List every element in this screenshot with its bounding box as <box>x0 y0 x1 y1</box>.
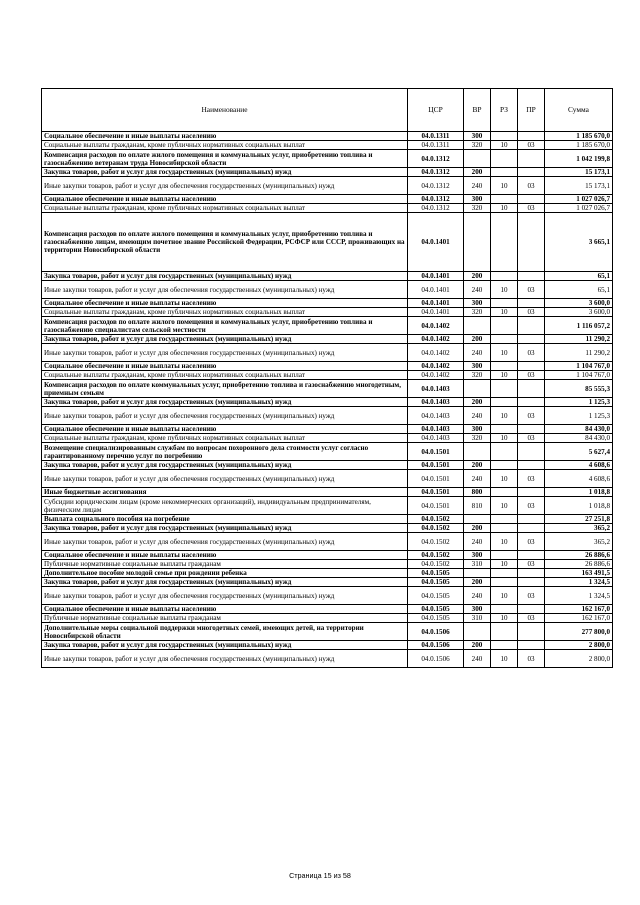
table-row <box>42 470 613 488</box>
row-sum-cell: 1 324,5 <box>545 587 613 605</box>
row-name-cell: Иные закупки товаров, работ и услуг для обеспечения государственных (муниципальных) нужд <box>42 344 408 362</box>
table-row <box>42 407 613 425</box>
table-row <box>42 461 613 470</box>
row-vr-cell: 200 <box>464 641 491 650</box>
row-csr-cell: 04.0.1402 <box>408 371 464 380</box>
row-name-cell: Компенсация расходов по оплате жилого помещения и коммунальных услуг, приобретению топлива и газоснабжению ветеранам труда Новосибирской области <box>42 150 408 168</box>
row-csr-cell: 04.0.1402 <box>408 344 464 362</box>
row-csr-cell: 04.0.1311 <box>408 132 464 141</box>
row-vr-cell: 240 <box>464 533 491 551</box>
row-csr-cell: 04.0.1402 <box>408 335 464 344</box>
row-sum-cell: 4 608,6 <box>545 470 613 488</box>
row-vr-cell: 320 <box>464 204 491 213</box>
row-name-cell: Социальное обеспечение и иные выплаты населению <box>42 299 408 308</box>
table-row <box>42 317 613 335</box>
row-name-cell: Иные бюджетные ассигнования <box>42 488 408 497</box>
row-vr-cell: 240 <box>464 587 491 605</box>
row-sum-cell: 365,2 <box>545 533 613 551</box>
row-rz-cell <box>491 299 518 308</box>
table-row <box>42 204 613 213</box>
row-pr-cell <box>518 150 545 168</box>
row-sum-cell: 162 167,0 <box>545 605 613 614</box>
row-pr-cell <box>518 272 545 281</box>
table-row <box>42 650 613 668</box>
row-csr-cell: 04.0.1311 <box>408 141 464 150</box>
row-csr-cell: 04.0.1505 <box>408 605 464 614</box>
row-pr-cell: 03 <box>518 533 545 551</box>
row-csr-cell: 04.0.1312 <box>408 204 464 213</box>
row-pr-cell <box>518 380 545 398</box>
row-sum-cell: 11 290,2 <box>545 344 613 362</box>
row-sum-cell: 5 627,4 <box>545 443 613 461</box>
row-rz-cell <box>491 488 518 497</box>
row-csr-cell: 04.0.1501 <box>408 470 464 488</box>
table-header-row <box>42 89 613 132</box>
table-row <box>42 308 613 317</box>
table-row <box>42 398 613 407</box>
row-rz-cell <box>491 569 518 578</box>
row-pr-cell: 03 <box>518 497 545 515</box>
row-name-cell: Компенсация расходов по оплате коммунальных услуг, приобретению топлива и газоснабжению многодетным, приемным семьям <box>42 380 408 398</box>
table-row <box>42 533 613 551</box>
row-csr-cell: 04.0.1502 <box>408 524 464 533</box>
row-vr-cell: 200 <box>464 578 491 587</box>
table-row <box>42 335 613 344</box>
table-row <box>42 515 613 524</box>
row-rz-cell <box>491 213 518 272</box>
row-sum-cell: 26 886,6 <box>545 551 613 560</box>
row-rz-cell: 10 <box>491 614 518 623</box>
row-pr-cell: 03 <box>518 308 545 317</box>
table-row <box>42 213 613 272</box>
row-rz-cell: 10 <box>491 650 518 668</box>
row-sum-cell: 1 042 199,8 <box>545 150 613 168</box>
row-vr-cell: 200 <box>464 524 491 533</box>
table-row <box>42 497 613 515</box>
row-sum-cell: 84 430,0 <box>545 434 613 443</box>
row-rz-cell <box>491 515 518 524</box>
row-rz-cell: 10 <box>491 177 518 195</box>
row-name-cell: Публичные нормативные социальные выплаты гражданам <box>42 560 408 569</box>
row-sum-cell: 85 555,3 <box>545 380 613 398</box>
row-pr-cell: 03 <box>518 614 545 623</box>
row-sum-cell: 163 491,5 <box>545 569 613 578</box>
row-csr-cell: 04.0.1505 <box>408 614 464 623</box>
table-row <box>42 177 613 195</box>
header-rz: РЗ <box>491 89 518 132</box>
row-rz-cell <box>491 425 518 434</box>
row-pr-cell: 03 <box>518 141 545 150</box>
row-name-cell: Социальные выплаты гражданам, кроме публичных нормативных социальных выплат <box>42 308 408 317</box>
row-rz-cell: 10 <box>491 533 518 551</box>
row-vr-cell: 200 <box>464 168 491 177</box>
row-pr-cell <box>518 569 545 578</box>
row-sum-cell: 2 800,0 <box>545 650 613 668</box>
row-sum-cell: 26 886,6 <box>545 560 613 569</box>
row-vr-cell <box>464 317 491 335</box>
row-name-cell: Иные закупки товаров, работ и услуг для обеспечения государственных (муниципальных) нужд <box>42 470 408 488</box>
table-row <box>42 434 613 443</box>
row-rz-cell <box>491 551 518 560</box>
table-row <box>42 443 613 461</box>
row-rz-cell: 10 <box>491 308 518 317</box>
row-name-cell: Социальные выплаты гражданам, кроме публичных нормативных социальных выплат <box>42 434 408 443</box>
row-name-cell: Закупка товаров, работ и услуг для государственных (муниципальных) нужд <box>42 398 408 407</box>
row-rz-cell <box>491 272 518 281</box>
row-csr-cell: 04.0.1506 <box>408 623 464 641</box>
page-number: Страница 15 из 58 <box>289 871 351 880</box>
table-row <box>42 623 613 641</box>
row-pr-cell <box>518 213 545 272</box>
row-csr-cell: 04.0.1402 <box>408 317 464 335</box>
row-csr-cell: 04.0.1502 <box>408 560 464 569</box>
row-vr-cell: 200 <box>464 461 491 470</box>
row-csr-cell: 04.0.1501 <box>408 488 464 497</box>
row-csr-cell: 04.0.1312 <box>408 150 464 168</box>
table-body <box>42 132 613 668</box>
row-sum-cell: 1 125,3 <box>545 398 613 407</box>
row-rz-cell <box>491 641 518 650</box>
row-pr-cell <box>518 195 545 204</box>
row-pr-cell <box>518 605 545 614</box>
row-sum-cell: 65,1 <box>545 272 613 281</box>
row-sum-cell: 1 104 767,0 <box>545 371 613 380</box>
row-csr-cell: 04.0.1501 <box>408 443 464 461</box>
table-row <box>42 195 613 204</box>
row-rz-cell <box>491 362 518 371</box>
row-rz-cell: 10 <box>491 560 518 569</box>
table-row <box>42 578 613 587</box>
row-name-cell: Компенсация расходов по оплате жилого помещения и коммунальных услуг, приобретению топлива и газоснабжению лицам, имеющим почетное звание Российской Федерации, РСФСР или СССР, проживающих на территории Новосибирской области <box>42 213 408 272</box>
row-name-cell: Закупка товаров, работ и услуг для государственных (муниципальных) нужд <box>42 461 408 470</box>
row-sum-cell: 1 027 026,7 <box>545 204 613 213</box>
row-rz-cell <box>491 317 518 335</box>
row-sum-cell: 3 600,0 <box>545 308 613 317</box>
row-pr-cell: 03 <box>518 587 545 605</box>
row-csr-cell: 04.0.1401 <box>408 213 464 272</box>
row-rz-cell <box>491 605 518 614</box>
row-sum-cell: 27 251,8 <box>545 515 613 524</box>
row-name-cell: Компенсация расходов по оплате жилого помещения и коммунальных услуг, приобретению топлива и газоснабжению специалистам сельской местности <box>42 317 408 335</box>
row-name-cell: Выплата социального пособия на погребение <box>42 515 408 524</box>
row-pr-cell <box>518 299 545 308</box>
row-rz-cell <box>491 524 518 533</box>
row-csr-cell: 04.0.1501 <box>408 497 464 515</box>
row-sum-cell: 2 800,0 <box>545 641 613 650</box>
row-sum-cell: 65,1 <box>545 281 613 299</box>
row-csr-cell: 04.0.1505 <box>408 587 464 605</box>
row-vr-cell <box>464 569 491 578</box>
row-csr-cell: 04.0.1312 <box>408 195 464 204</box>
row-pr-cell <box>518 335 545 344</box>
row-vr-cell: 300 <box>464 362 491 371</box>
row-sum-cell: 1 018,8 <box>545 488 613 497</box>
row-pr-cell <box>518 515 545 524</box>
row-csr-cell: 04.0.1401 <box>408 308 464 317</box>
row-vr-cell <box>464 515 491 524</box>
table-row <box>42 150 613 168</box>
table-row <box>42 524 613 533</box>
row-name-cell: Иные закупки товаров, работ и услуг для обеспечения государственных (муниципальных) нужд <box>42 650 408 668</box>
row-csr-cell: 04.0.1312 <box>408 177 464 195</box>
row-sum-cell: 1 104 767,0 <box>545 362 613 371</box>
table-row <box>42 614 613 623</box>
row-sum-cell: 15 173,1 <box>545 168 613 177</box>
row-pr-cell: 03 <box>518 204 545 213</box>
row-csr-cell: 04.0.1401 <box>408 272 464 281</box>
table-row <box>42 272 613 281</box>
row-vr-cell: 240 <box>464 177 491 195</box>
row-vr-cell: 300 <box>464 551 491 560</box>
row-pr-cell: 03 <box>518 470 545 488</box>
row-pr-cell: 03 <box>518 344 545 362</box>
row-name-cell: Социальные выплаты гражданам, кроме публичных нормативных социальных выплат <box>42 371 408 380</box>
row-vr-cell: 300 <box>464 605 491 614</box>
row-csr-cell: 04.0.1502 <box>408 515 464 524</box>
row-pr-cell: 03 <box>518 407 545 425</box>
table-row <box>42 587 613 605</box>
row-sum-cell: 11 290,2 <box>545 335 613 344</box>
row-name-cell: Социальные выплаты гражданам, кроме публичных нормативных социальных выплат <box>42 204 408 213</box>
row-sum-cell: 1 324,5 <box>545 578 613 587</box>
row-pr-cell: 03 <box>518 281 545 299</box>
header-csr: ЦСР <box>408 89 464 132</box>
budget-table <box>41 88 613 668</box>
row-csr-cell: 04.0.1506 <box>408 641 464 650</box>
header-name: Наименование <box>42 89 408 132</box>
row-vr-cell: 320 <box>464 308 491 317</box>
row-name-cell: Дополнительные меры социальной поддержки многодетных семей, имеющих детей, на территории Новосибирской области <box>42 623 408 641</box>
row-vr-cell: 300 <box>464 132 491 141</box>
row-rz-cell: 10 <box>491 587 518 605</box>
row-vr-cell: 320 <box>464 141 491 150</box>
row-pr-cell <box>518 425 545 434</box>
row-pr-cell <box>518 317 545 335</box>
row-name-cell: Иные закупки товаров, работ и услуг для обеспечения государственных (муниципальных) нужд <box>42 281 408 299</box>
row-csr-cell: 04.0.1506 <box>408 650 464 668</box>
row-vr-cell: 310 <box>464 560 491 569</box>
row-csr-cell: 04.0.1403 <box>408 434 464 443</box>
row-name-cell: Публичные нормативные социальные выплаты гражданам <box>42 614 408 623</box>
table-row <box>42 281 613 299</box>
row-csr-cell: 04.0.1401 <box>408 299 464 308</box>
budget-sheet <box>41 88 612 668</box>
table-row <box>42 168 613 177</box>
row-sum-cell: 4 608,6 <box>545 461 613 470</box>
row-name-cell: Дополнительное пособие молодой семье при рождении ребенка <box>42 569 408 578</box>
row-name-cell: Иные закупки товаров, работ и услуг для обеспечения государственных (муниципальных) нужд <box>42 533 408 551</box>
row-csr-cell: 04.0.1312 <box>408 168 464 177</box>
row-csr-cell: 04.0.1505 <box>408 569 464 578</box>
row-name-cell: Закупка товаров, работ и услуг для государственных (муниципальных) нужд <box>42 335 408 344</box>
table-row <box>42 560 613 569</box>
table-row <box>42 299 613 308</box>
table-row <box>42 344 613 362</box>
row-vr-cell: 810 <box>464 497 491 515</box>
header-vr: ВР <box>464 89 491 132</box>
row-sum-cell: 1 027 026,7 <box>545 195 613 204</box>
row-pr-cell <box>518 641 545 650</box>
row-vr-cell: 200 <box>464 398 491 407</box>
table-row <box>42 425 613 434</box>
row-rz-cell <box>491 132 518 141</box>
row-vr-cell <box>464 380 491 398</box>
row-rz-cell: 10 <box>491 344 518 362</box>
row-pr-cell <box>518 443 545 461</box>
row-pr-cell <box>518 461 545 470</box>
row-vr-cell <box>464 213 491 272</box>
row-name-cell: Иные закупки товаров, работ и услуг для обеспечения государственных (муниципальных) нужд <box>42 407 408 425</box>
row-name-cell: Субсидии юридическим лицам (кроме некоммерческих организаций), индивидуальным предпринимателям, физическим лицам <box>42 497 408 515</box>
table-row <box>42 380 613 398</box>
row-rz-cell <box>491 168 518 177</box>
row-sum-cell: 3 600,0 <box>545 299 613 308</box>
row-name-cell: Социальное обеспечение и иные выплаты населению <box>42 551 408 560</box>
row-rz-cell: 10 <box>491 371 518 380</box>
row-vr-cell <box>464 443 491 461</box>
row-rz-cell: 10 <box>491 407 518 425</box>
table-row <box>42 569 613 578</box>
row-name-cell: Социальное обеспечение и иные выплаты населению <box>42 425 408 434</box>
row-name-cell: Социальные выплаты гражданам, кроме публичных нормативных социальных выплат <box>42 141 408 150</box>
row-csr-cell: 04.0.1402 <box>408 362 464 371</box>
row-vr-cell: 240 <box>464 407 491 425</box>
row-rz-cell <box>491 150 518 168</box>
row-rz-cell <box>491 335 518 344</box>
row-rz-cell <box>491 578 518 587</box>
row-vr-cell: 300 <box>464 299 491 308</box>
row-name-cell: Закупка товаров, работ и услуг для государственных (муниципальных) нужд <box>42 524 408 533</box>
row-csr-cell: 04.0.1505 <box>408 578 464 587</box>
row-csr-cell: 04.0.1403 <box>408 407 464 425</box>
row-sum-cell: 84 430,0 <box>545 425 613 434</box>
table-row <box>42 641 613 650</box>
row-vr-cell: 320 <box>464 434 491 443</box>
row-csr-cell: 04.0.1501 <box>408 461 464 470</box>
row-pr-cell <box>518 524 545 533</box>
row-name-cell: Социальное обеспечение и иные выплаты населению <box>42 362 408 371</box>
row-csr-cell: 04.0.1502 <box>408 533 464 551</box>
row-rz-cell: 10 <box>491 434 518 443</box>
row-rz-cell <box>491 195 518 204</box>
row-pr-cell: 03 <box>518 177 545 195</box>
row-pr-cell <box>518 398 545 407</box>
table-row <box>42 132 613 141</box>
row-pr-cell: 03 <box>518 434 545 443</box>
row-rz-cell <box>491 398 518 407</box>
row-vr-cell: 800 <box>464 488 491 497</box>
row-sum-cell: 15 173,1 <box>545 177 613 195</box>
row-rz-cell: 10 <box>491 204 518 213</box>
row-pr-cell <box>518 168 545 177</box>
row-vr-cell: 320 <box>464 371 491 380</box>
row-rz-cell <box>491 443 518 461</box>
row-vr-cell <box>464 623 491 641</box>
row-pr-cell <box>518 132 545 141</box>
row-name-cell: Возмещение специализированным службам по вопросам похоронного дела стоимости услуг согласно гарантированному перечню услуг по погребению <box>42 443 408 461</box>
row-rz-cell: 10 <box>491 141 518 150</box>
row-vr-cell: 240 <box>464 650 491 668</box>
row-name-cell: Социальное обеспечение и иные выплаты населению <box>42 605 408 614</box>
row-name-cell: Закупка товаров, работ и услуг для государственных (муниципальных) нужд <box>42 641 408 650</box>
row-name-cell: Социальное обеспечение и иные выплаты населению <box>42 132 408 141</box>
table-row <box>42 141 613 150</box>
row-pr-cell <box>518 362 545 371</box>
row-sum-cell: 1 185 670,0 <box>545 141 613 150</box>
row-sum-cell: 1 116 057,2 <box>545 317 613 335</box>
row-csr-cell: 04.0.1403 <box>408 398 464 407</box>
row-pr-cell: 03 <box>518 560 545 569</box>
row-pr-cell: 03 <box>518 371 545 380</box>
row-rz-cell: 10 <box>491 470 518 488</box>
row-name-cell: Иные закупки товаров, работ и услуг для обеспечения государственных (муниципальных) нужд <box>42 177 408 195</box>
row-csr-cell: 04.0.1403 <box>408 425 464 434</box>
row-csr-cell: 04.0.1401 <box>408 281 464 299</box>
row-rz-cell: 10 <box>491 281 518 299</box>
row-sum-cell: 1 185 670,0 <box>545 132 613 141</box>
row-pr-cell <box>518 551 545 560</box>
row-sum-cell: 1 125,3 <box>545 407 613 425</box>
row-sum-cell: 162 167,0 <box>545 614 613 623</box>
row-vr-cell: 200 <box>464 335 491 344</box>
header-sum: Сумма <box>545 89 613 132</box>
header-pr: ПР <box>518 89 545 132</box>
row-sum-cell: 1 018,8 <box>545 497 613 515</box>
row-pr-cell: 03 <box>518 650 545 668</box>
row-pr-cell <box>518 488 545 497</box>
table-row <box>42 551 613 560</box>
row-sum-cell: 3 665,1 <box>545 213 613 272</box>
row-csr-cell: 04.0.1403 <box>408 380 464 398</box>
row-name-cell: Закупка товаров, работ и услуг для государственных (муниципальных) нужд <box>42 168 408 177</box>
row-pr-cell <box>518 623 545 641</box>
row-rz-cell <box>491 461 518 470</box>
table-row <box>42 488 613 497</box>
row-vr-cell: 240 <box>464 470 491 488</box>
table-row <box>42 371 613 380</box>
row-vr-cell: 240 <box>464 281 491 299</box>
table-row <box>42 605 613 614</box>
table-row <box>42 362 613 371</box>
row-vr-cell: 240 <box>464 344 491 362</box>
row-name-cell: Социальное обеспечение и иные выплаты населению <box>42 195 408 204</box>
row-csr-cell: 04.0.1502 <box>408 551 464 560</box>
row-vr-cell: 310 <box>464 614 491 623</box>
row-name-cell: Закупка товаров, работ и услуг для государственных (муниципальных) нужд <box>42 272 408 281</box>
row-pr-cell <box>518 578 545 587</box>
row-vr-cell: 200 <box>464 272 491 281</box>
row-vr-cell: 300 <box>464 195 491 204</box>
row-vr-cell: 300 <box>464 425 491 434</box>
row-name-cell: Иные закупки товаров, работ и услуг для обеспечения государственных (муниципальных) нужд <box>42 587 408 605</box>
row-rz-cell <box>491 380 518 398</box>
row-sum-cell: 365,2 <box>545 524 613 533</box>
row-rz-cell <box>491 623 518 641</box>
row-rz-cell: 10 <box>491 497 518 515</box>
row-sum-cell: 277 800,0 <box>545 623 613 641</box>
row-vr-cell <box>464 150 491 168</box>
row-name-cell: Закупка товаров, работ и услуг для государственных (муниципальных) нужд <box>42 578 408 587</box>
